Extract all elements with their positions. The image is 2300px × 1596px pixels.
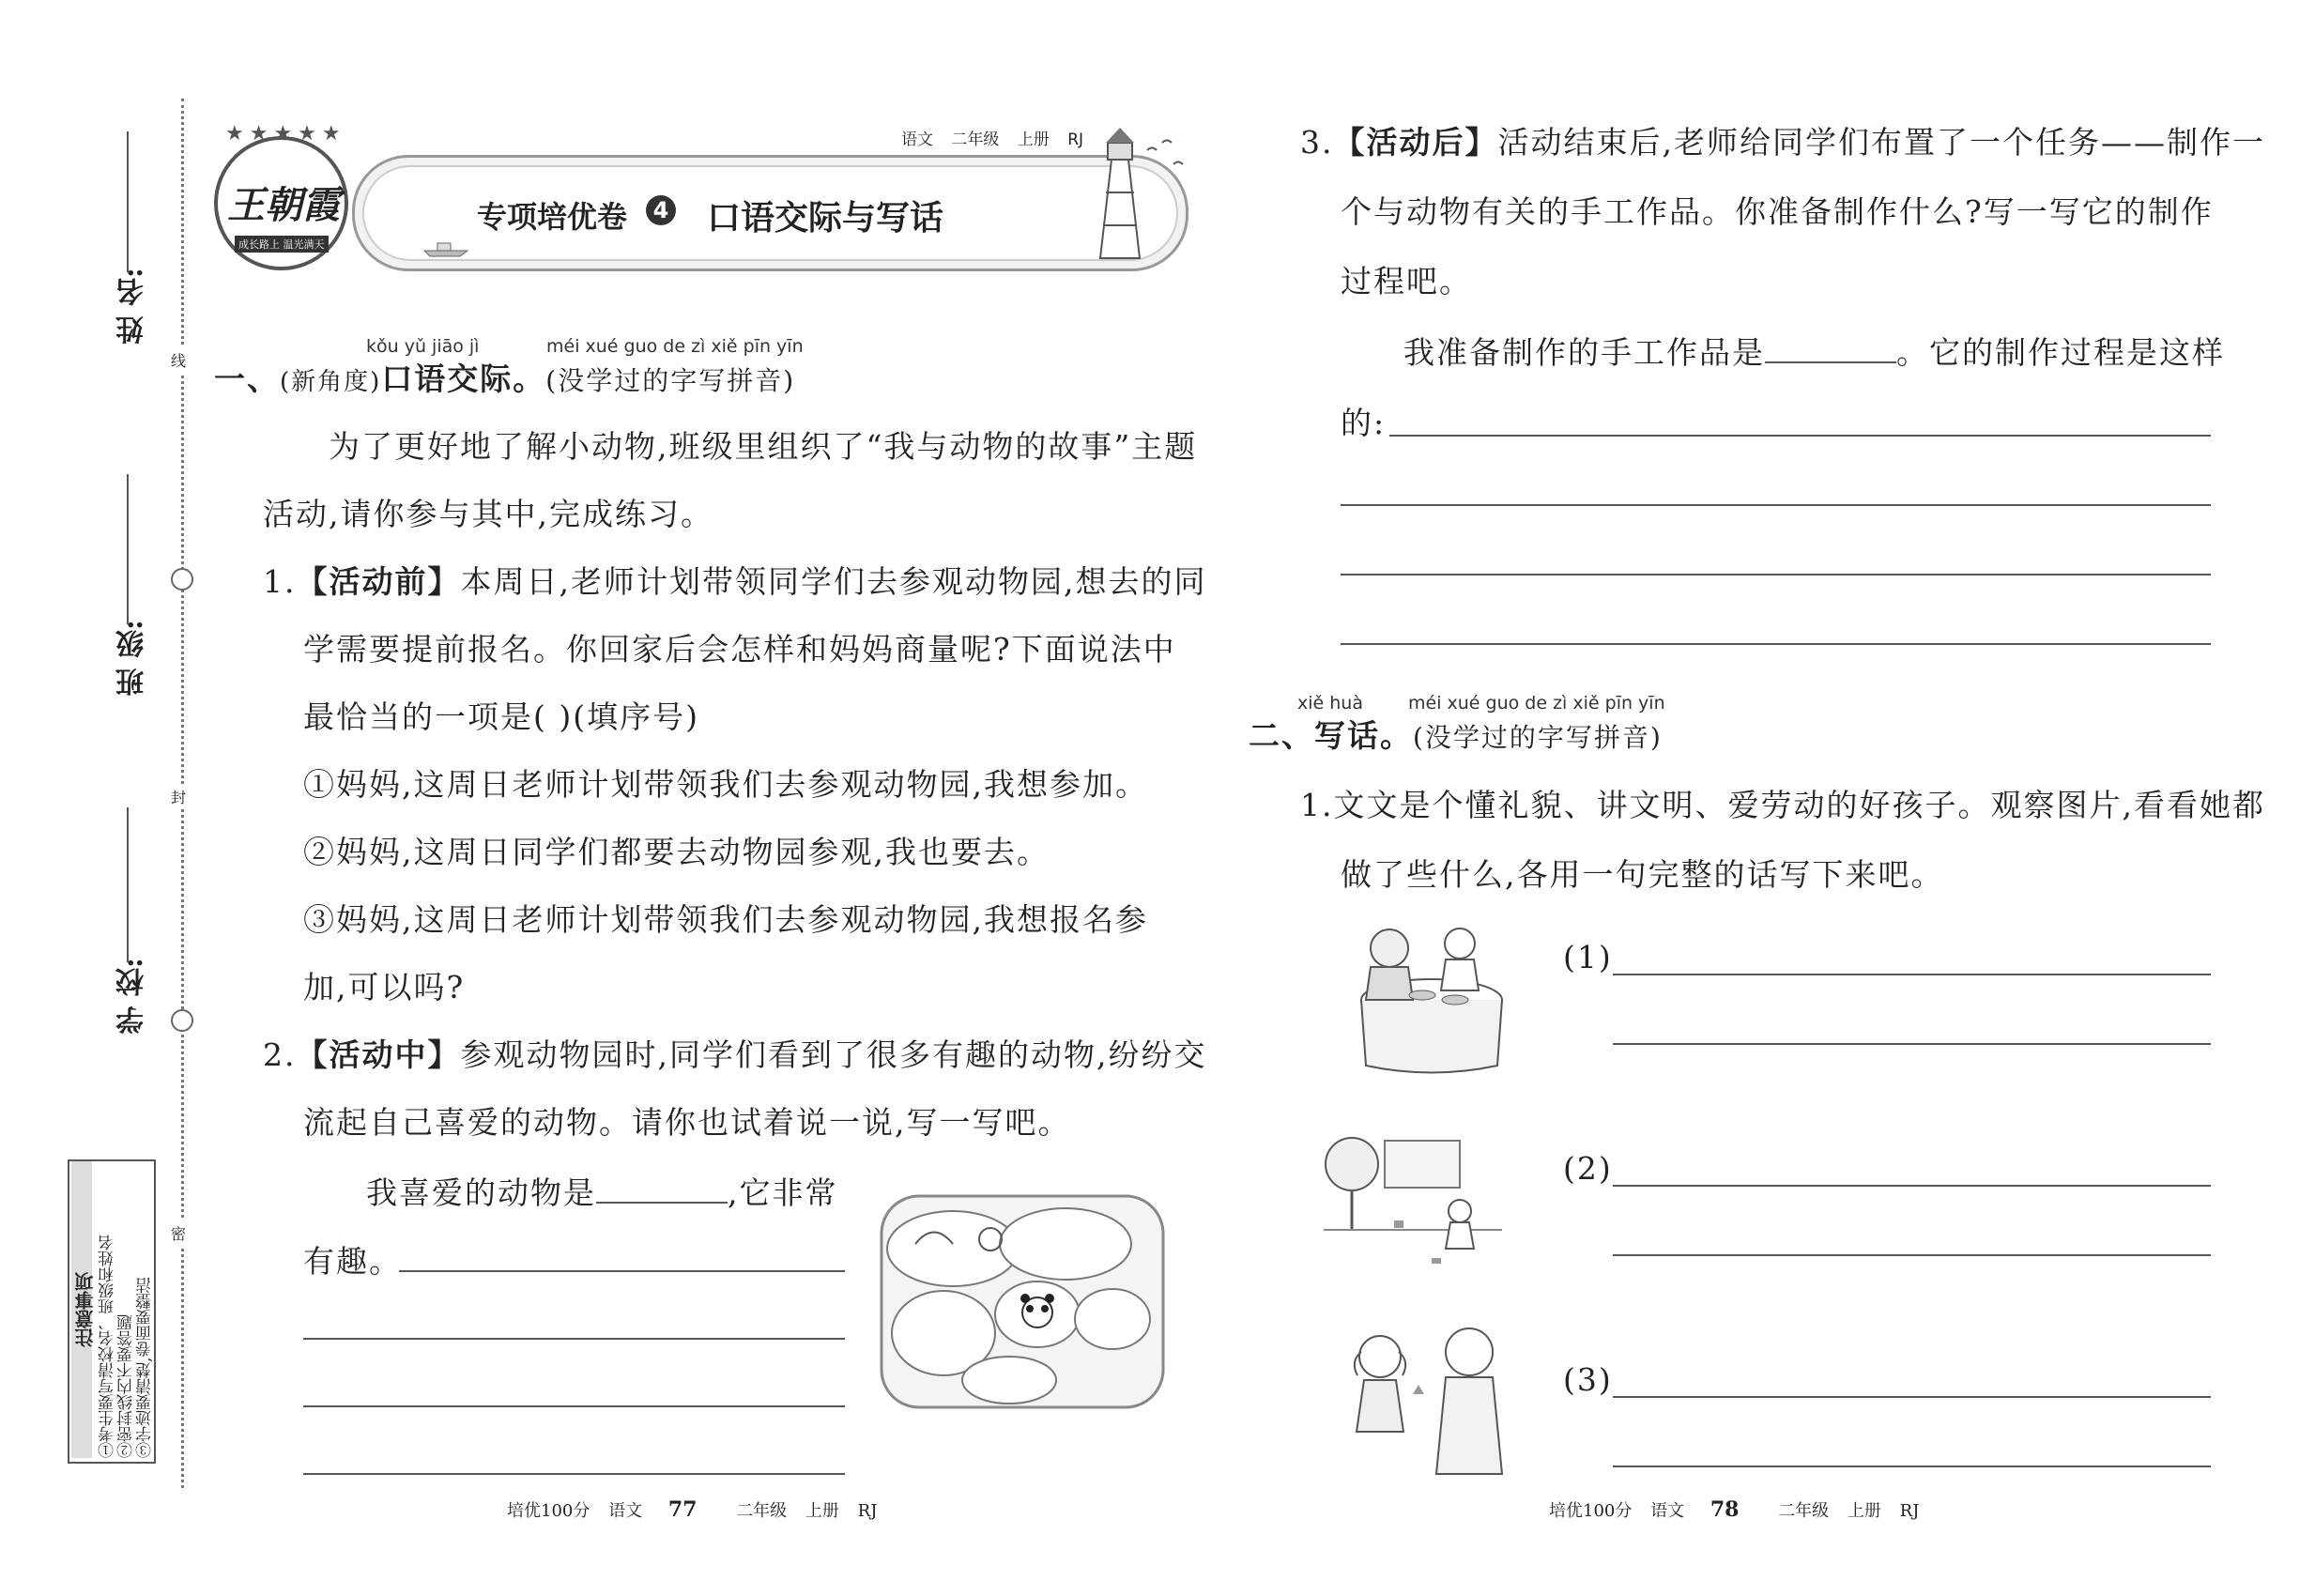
- s1-intro-2: 活动,请你参与其中,完成练习。: [263, 496, 713, 532]
- item-3-line-2[interactable]: [1613, 1466, 2211, 1467]
- q1-line3: 最恰当的一项是( )(填序号): [303, 698, 699, 735]
- s2-heading: [1249, 712, 1663, 756]
- q1-tag: 【活动前】: [296, 563, 461, 600]
- footer-left-edition: RJ: [857, 1501, 878, 1521]
- item-1-line-2[interactable]: [1613, 1043, 2211, 1045]
- q1-option-3a: ③妈妈,这周日老师计划带领我们去参观动物园,我想报名参: [303, 901, 1148, 938]
- brand-name: 王朝霞: [227, 183, 340, 227]
- s1-heading-main: 口语交际。: [381, 361, 546, 397]
- q2-write-line-1[interactable]: [399, 1270, 845, 1272]
- q3-text-1: 活动结束后,老师给同学们布置了一个任务——制作一: [1497, 124, 2265, 161]
- s2-heading-note: (没学过的字写拼音): [1413, 722, 1663, 753]
- q1-line1: [263, 558, 1206, 602]
- q2-fill-c: 有趣。: [303, 1243, 402, 1280]
- cut-char-3: 密: [169, 1220, 188, 1246]
- s1-intro-1: 为了更好地了解小动物,班级里组织了“我与动物的故事”主题: [329, 428, 1198, 465]
- q2-line2: 流起自己喜爱的动物。请你也试着说一说,写一写吧。: [303, 1104, 1071, 1141]
- lighthouse-icon: [1080, 122, 1192, 263]
- s1-heading: [214, 355, 795, 399]
- q2-tag: 【活动中】: [296, 1036, 461, 1073]
- crown-icon: ★★★★★: [225, 122, 346, 146]
- item-1-line-1[interactable]: [1613, 974, 2211, 975]
- notice-item-2: ②密封线内不要答题: [117, 1314, 136, 1458]
- s2-heading-main: 写话。: [1314, 717, 1413, 754]
- footer-left: [507, 1497, 877, 1522]
- staple-mark-2: [171, 1009, 193, 1032]
- title-main: 口语交际与写话: [707, 199, 944, 238]
- zoo-map-illustration: [878, 1192, 1169, 1413]
- q1-text-1: 本周日,老师计划带领同学们去参观动物园,想去的同: [460, 563, 1207, 600]
- staple-mark-1: [171, 568, 193, 591]
- q3-num: 3.: [1300, 124, 1334, 161]
- meta-term: 上册: [1017, 130, 1050, 149]
- meta-grade: 二年级: [951, 130, 1000, 149]
- footer-right-book: 培优100分: [1549, 1501, 1633, 1521]
- q3-fill-a: 我准备制作的手工作品是: [1403, 334, 1765, 371]
- picture-park-litter: [1319, 1127, 1507, 1277]
- s2-pinyin-b: méi xué guo de zì xiě pīn yīn: [1408, 693, 1665, 714]
- item-1-label: (1): [1563, 939, 1613, 975]
- footer-right-page: 78: [1710, 1497, 1740, 1522]
- q2-fill-line: [366, 1169, 838, 1213]
- s1-heading-note: (没学过的字写拼音): [545, 365, 796, 396]
- item-2-label: (2): [1563, 1150, 1613, 1187]
- ship-icon: [422, 239, 469, 258]
- footer-left-grade: 二年级: [736, 1501, 788, 1521]
- q2-line1: [263, 1031, 1206, 1075]
- q2-write-line-2[interactable]: [303, 1338, 845, 1340]
- picture-greeting-teacher: [1338, 1319, 1526, 1479]
- title-banner: [352, 155, 1188, 271]
- header-meta: [901, 126, 1083, 149]
- s2-q1-line1: [1300, 781, 2265, 825]
- q1-option-1: ①妈妈,这周日老师计划带领我们去参观动物园,我想参加。: [303, 766, 1148, 803]
- q2-text-1: 参观动物园时,同学们看到了很多有趣的动物,纷纷交: [460, 1036, 1207, 1073]
- q2-write-line-4[interactable]: [303, 1473, 845, 1475]
- q2-fill-a: 我喜爱的动物是: [366, 1174, 596, 1211]
- footer-right-subject: 语文: [1650, 1501, 1685, 1521]
- s2-pinyin-a: xiě huà: [1297, 693, 1363, 714]
- brand-slogan: 成长路上 温光满天: [235, 236, 329, 253]
- q2-animal-blank[interactable]: [596, 1177, 728, 1204]
- footer-right-grade: 二年级: [1778, 1501, 1830, 1521]
- q1-option-3b: 加,可以吗?: [303, 969, 466, 1005]
- footer-left-term: 上册: [805, 1501, 839, 1521]
- s1-heading-num: 一、: [214, 361, 280, 397]
- name-label: 姓 名:: [116, 268, 149, 345]
- q3-fill-b: 。它的制作过程是这样: [1896, 334, 2225, 371]
- picture-dinner-table: [1342, 911, 1511, 1080]
- s1-pinyin-b: méi xué guo de zì xiě pīn yīn: [546, 336, 804, 357]
- s2-q1-line2: 做了些什么,各用一句完整的话写下来吧。: [1341, 856, 1944, 893]
- item-3-line-1[interactable]: [1613, 1396, 2211, 1398]
- q3-write-line-2[interactable]: [1341, 504, 2211, 506]
- class-label: 班 级:: [116, 620, 149, 697]
- q3-line3: 过程吧。: [1341, 263, 1472, 299]
- q3-line1: [1300, 118, 2265, 162]
- q1-line2: 学需要提前报名。你回家后会怎样和妈妈商量呢?下面说法中: [303, 631, 1176, 668]
- notice-title: 注意事项: [71, 1161, 92, 1458]
- notice-item-1: ①考生要写清校名、班级和姓名: [99, 1235, 117, 1458]
- s1-heading-tag: (新角度): [280, 368, 382, 396]
- footer-left-subject: 语文: [608, 1501, 643, 1521]
- meta-subject: 语文: [901, 130, 933, 149]
- q3-fill-line: [1403, 329, 2225, 373]
- s2-heading-num: 二、: [1249, 717, 1314, 754]
- q3-write-line-4[interactable]: [1341, 643, 2211, 645]
- q1-option-2: ②妈妈,这周日同学们都要去动物园参观,我也要去。: [303, 834, 1050, 870]
- item-2-line-2[interactable]: [1613, 1254, 2211, 1256]
- class-blank[interactable]: [127, 474, 129, 624]
- item-2-line-1[interactable]: [1613, 1185, 2211, 1187]
- footer-left-page: 77: [667, 1497, 698, 1522]
- q1-answer-blank[interactable]: [526, 693, 601, 734]
- school-label: 学 校:: [116, 958, 149, 1035]
- q3-write-line-1[interactable]: [1389, 435, 2211, 437]
- footer-right-term: 上册: [1847, 1501, 1881, 1521]
- s2-q1-text-1: 文文是个懂礼貌、讲文明、爱劳动的好孩子。观察图片,看看她都: [1333, 787, 2265, 823]
- meta-edition: RJ: [1067, 130, 1084, 149]
- q2-num: 2.: [263, 1036, 297, 1073]
- s2-q1-num: 1.: [1300, 787, 1334, 823]
- footer-right: [1549, 1497, 1919, 1522]
- name-blank[interactable]: [127, 131, 129, 272]
- brand-logo: [214, 136, 348, 270]
- footer-right-edition: RJ: [1899, 1501, 1920, 1521]
- q3-write-line-3[interactable]: [1341, 574, 2211, 575]
- s1-pinyin-a: kǒu yǔ jiāo jì: [366, 336, 480, 357]
- school-blank[interactable]: [127, 807, 129, 962]
- q1-num: 1.: [263, 563, 297, 600]
- notice-item-3: ③字迹要清楚,卷面要整洁: [136, 1277, 155, 1458]
- q3-craft-blank[interactable]: [1765, 337, 1896, 363]
- q2-fill-b: ,它非常: [728, 1174, 838, 1211]
- q2-write-line-3[interactable]: [303, 1405, 845, 1407]
- item-3-label: (3): [1563, 1361, 1613, 1398]
- q3-line2: 个与动物有关的手工作品。你准备制作什么?写一写它的制作: [1341, 193, 2214, 230]
- footer-left-book: 培优100分: [507, 1501, 590, 1521]
- q3-fill-c: 的:: [1341, 405, 1387, 441]
- cut-char-2: 封: [169, 784, 188, 809]
- cut-char-1: 线: [169, 347, 188, 373]
- q3-tag: 【活动后】: [1333, 124, 1498, 161]
- notice-box: [68, 1159, 156, 1464]
- title-prefix: 专项培优卷: [477, 199, 628, 235]
- title-number: 4: [646, 195, 676, 225]
